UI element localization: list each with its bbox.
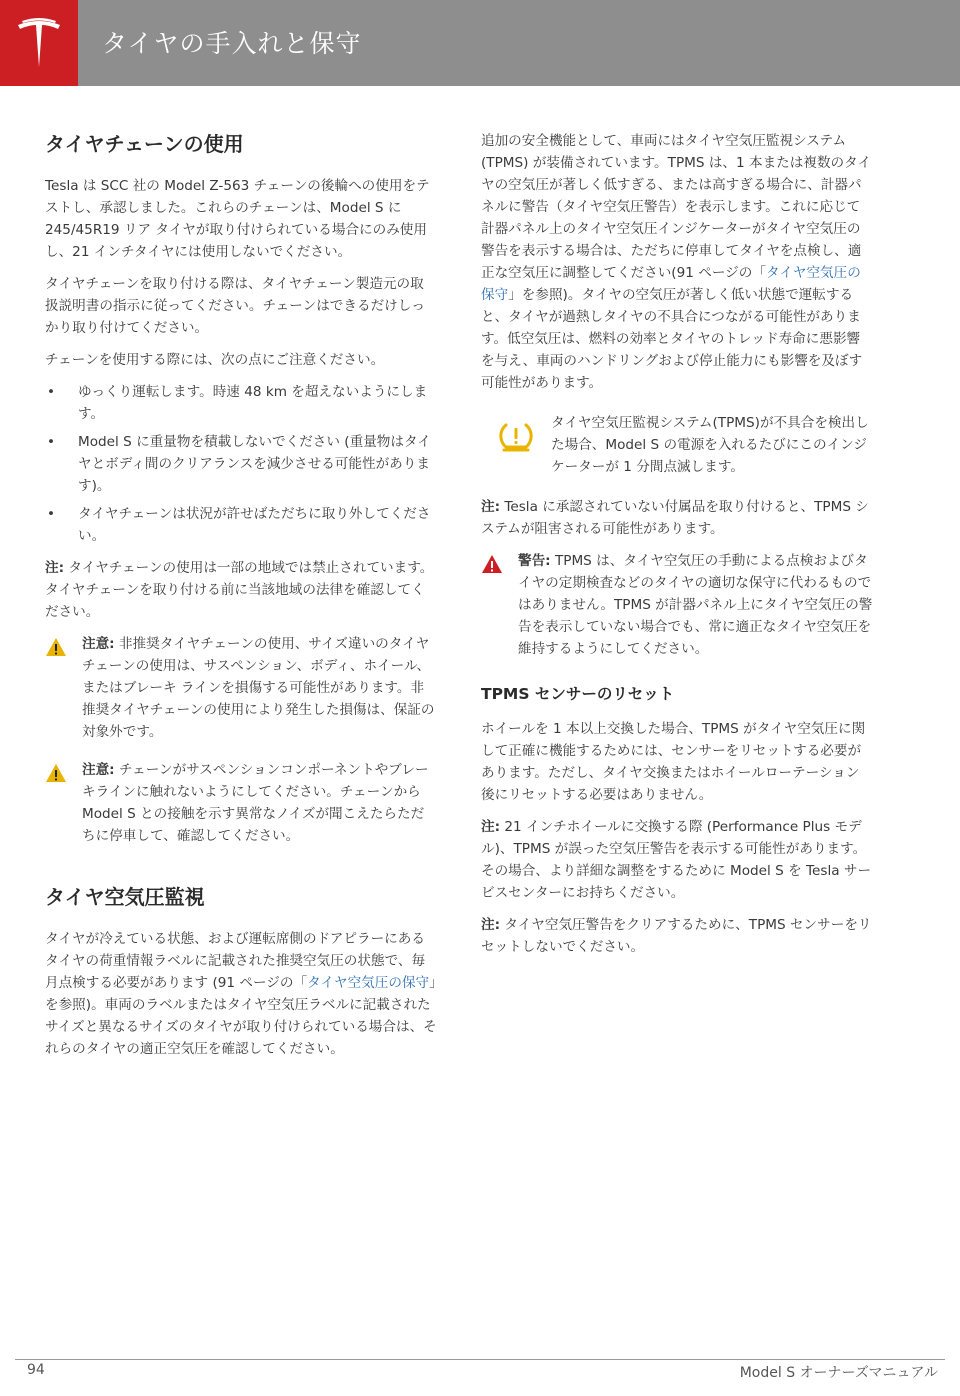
warning-body: TPMS は、タイヤ空気圧の手動による点検およびタイヤの定期検査などのタイヤの適切な保守に代わるものではありません。TPMS が計器パネル上にタイヤ空気圧の警告を表示していない場合でも、常に適正なタイヤ空気圧を維持するようにしてください。 [518, 553, 873, 657]
header-title: タイヤの手入れと保守 [102, 29, 362, 58]
page-header [0, 0, 960, 86]
text-run: 追加の安全機能として、車両にはタイヤ空気圧監視システム (TPMS) が装備されています。TPMS は、1 本または複数のタイヤの空気圧が著しく低すぎる、または高すぎる場合に、計器パネルに警告（タイヤ空気圧警告）を表示します。これに応じて計器パネル上のタイヤ空気圧インジケーターがタイヤ空気圧の警告を表示する場合は、ただちに停車してタイヤを点検し、適正な空気圧に調整してください(91 ページの「 [481, 133, 872, 281]
tpms-note-1 [481, 496, 873, 540]
warning-text [518, 550, 873, 660]
note-text: タイヤチェーンの使用は一部の地域では禁止されています。タイヤチェーンを取り付ける前に当該地域の法律を確認してください。 [45, 560, 434, 620]
caution-text-2 [82, 759, 437, 847]
chains-paragraph-3: チェーンを使用する際には、次の点にご注意ください。 [45, 352, 385, 368]
tpms-note-2 [481, 816, 873, 904]
list-item: • ゆっくり運転します。時速 48 km を超えないようにします。 [45, 381, 437, 425]
page-number: 94 [27, 1362, 45, 1378]
note-label: 注: [481, 499, 501, 515]
heading-tire-pressure: タイヤ空気圧監視 [45, 885, 205, 909]
note-label: 注: [481, 819, 501, 835]
note-text: タイヤ空気圧警告をクリアするために、TPMS センサーをリセットしないでください。 [481, 917, 872, 955]
text-run: 」を参照)。車両のラベルまたはタイヤ空気圧ラベルに記載されたサイズと異なるサイズのタイヤが取り付けられている場合は、それらのタイヤの適正空気圧を確認してください。 [45, 975, 437, 1057]
right-column [481, 130, 873, 968]
caution-block-2 [45, 759, 437, 847]
footer-title: Model S オーナーズマニュアル [739, 1365, 938, 1381]
chains-paragraph-2: タイヤチェーンを取り付ける際は、タイヤチェーン製造元の取扱説明書の指示に従ってください。チェーンはできるだけしっかり取り付けてください。 [45, 276, 425, 336]
tire-pressure-maintenance-link[interactable]: タイヤ空気圧の保守 [307, 975, 430, 991]
caution-triangle-icon [45, 637, 67, 657]
reset-paragraph: ホイールを 1 本以上交換した場合、TPMS がタイヤ空気圧に関して正確に機能するためには、センサーをリセットする必要があります。ただし、タイヤ交換またはホイールローテーション後にリセットする必要はありません。 [481, 721, 866, 803]
tire-pressure-maintenance-link[interactable]: タイヤ空気圧の保守 [481, 265, 861, 303]
note-label: 注: [45, 560, 65, 576]
chains-paragraph-1: Tesla は SCC 社の Model Z-563 チェーンの後輪への使用をテストし、承認しました。これらのチェーンは、Model S に 245/45R19 リア タイヤが取り付けられている場合にのみ使用し、21 インチタイヤには使用しないでください。 [45, 178, 430, 260]
tpms-warning-icon [481, 412, 551, 452]
tesla-logo [0, 0, 78, 86]
caution-text-1 [82, 633, 437, 743]
caution-label: 注意: [82, 762, 115, 778]
tpms-paragraph [481, 130, 873, 394]
tpms-indicator-block [481, 412, 873, 478]
chains-note [45, 557, 437, 623]
note-label: 注: [481, 917, 501, 933]
warning-triangle-icon [481, 554, 503, 574]
tpms-indicator-text: タイヤ空気圧監視システム(TPMS)が不具合を検出した場合、Model S の電源を入れるたびにこのインジケーターが 1 分間点滅します。 [551, 415, 869, 475]
heading-tire-chains: タイヤチェーンの使用 [45, 132, 244, 156]
list-item: • Model S に重量物を積載しないでください (重量物はタイヤとボディ間のクリアランスを減少させる可能性があります)。 [45, 431, 437, 497]
warning-block [481, 550, 873, 660]
caution-body: 非推奨タイヤチェーンの使用、サイズ違いのタイヤチェーンの使用は、サスペンション、ボディ、ホイール、またはブレーキ ラインを損傷する可能性があります。非推奨タイヤチェーンの使用により発生した損傷は、保証の対象外です。 [82, 636, 435, 740]
note-text: 21 インチホイールに交換する際 (Performance Plus モデル)、TPMS が誤った空気圧警告を表示する可能性があります。その場合、より詳細な調整をするために Model S を Tesla サービスセンターにお持ちください。 [481, 819, 872, 901]
caution-label: 注意: [82, 636, 115, 652]
footer-divider [15, 1359, 945, 1360]
caution-triangle-icon [45, 763, 67, 783]
warning-label: 警告: [518, 553, 551, 569]
text-run: 」を参照)。タイヤの空気圧が著しく低い状態で運転すると、タイヤが過熱しタイヤの不具合につながる可能性があります。低空気圧は、燃料の効率とタイヤのトレッド寿命に悪影響を与え、車両のハンドリングおよび停止能力にも影響を及ぼす可能性があります。 [481, 287, 863, 391]
pressure-paragraph [45, 928, 437, 1060]
chains-bullet-list [45, 381, 437, 547]
note-text: Tesla に承認されていない付属品を取り付けると、TPMS システムが阻害される可能性があります。 [481, 499, 869, 537]
list-item: • タイヤチェーンは状況が許せばただちに取り外してください。 [45, 503, 437, 547]
tesla-logo-icon [16, 16, 62, 70]
caution-block-1 [45, 633, 437, 743]
heading-tpms-reset: TPMS センサーのリセット [481, 685, 675, 703]
text-run: タイヤが冷えている状態、および運転席側のドアピラーにあるタイヤの荷重情報ラベルに記載された推奨空気圧の状態で、毎月点検する必要があります (91 ページの「 [45, 931, 426, 991]
caution-body: チェーンがサスペンションコンポーネントやブレーキラインに触れないようにしてください。チェーンから Model S との接触を示す異常なノイズが聞こえたらただちに停車して、確認してください。 [82, 762, 429, 844]
tpms-note-3 [481, 914, 873, 958]
left-column [45, 128, 437, 1070]
